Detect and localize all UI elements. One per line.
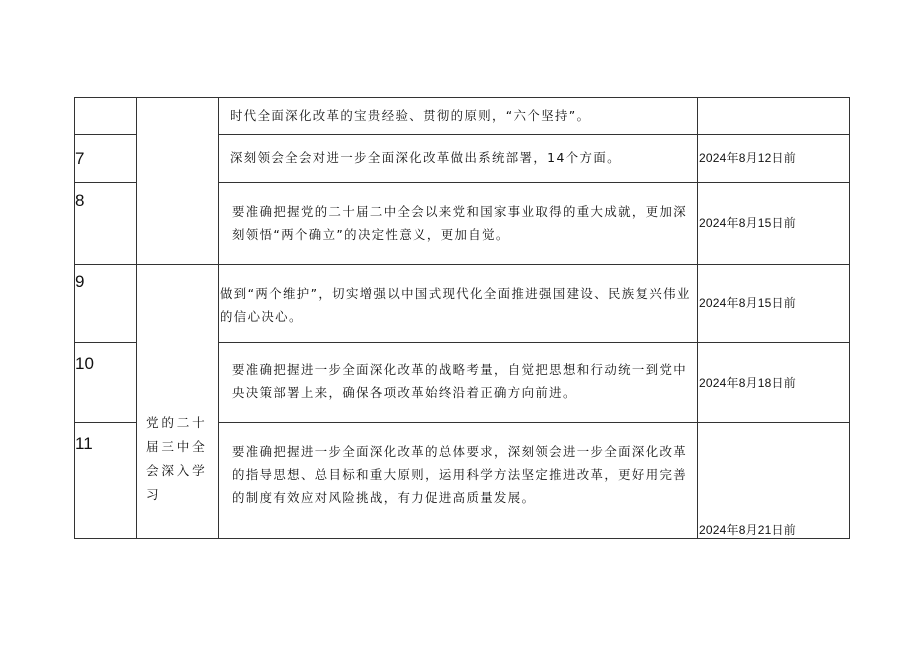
row-border <box>74 264 850 265</box>
row-border <box>74 422 136 423</box>
deadline-cell: 2024年8月15日前 <box>699 216 796 230</box>
row-number: 11 <box>75 434 93 453</box>
row-border <box>74 97 850 98</box>
row-border <box>74 342 136 343</box>
row-border <box>218 182 850 183</box>
row-border <box>218 134 850 135</box>
column-border <box>218 97 219 539</box>
row-border <box>74 134 136 135</box>
deadline-cell: 2024年8月21日前 <box>699 523 796 537</box>
row-number: 9 <box>75 272 85 291</box>
row-border <box>218 342 850 343</box>
row-number: 10 <box>75 354 94 373</box>
row-border <box>218 422 850 423</box>
content-cell: 要准确把握进一步全面深化改革的战略考量，自觉把思想和行动统一到党中央决策部署上来，确保各项改革始终沿着正确方向前进。 <box>232 362 688 400</box>
content-cell: 时代全面深化改革的宝贵经验、贯彻的原则，“六个坚持”。 <box>230 108 591 123</box>
deadline-cell: 2024年8月12日前 <box>699 151 796 165</box>
category-cell: 党的二十届三中全会深入学习 <box>146 415 208 502</box>
deadline-cell: 2024年8月15日前 <box>699 296 796 310</box>
content-cell: 要准确把握进一步全面深化改革的总体要求，深刻领会进一步全面深化改革的指导思想、总目标和重大原则，运用科学方法坚定推进改革，更好用完善的制度有效应对风险挑战，有力促进高质量发展。 <box>232 444 688 505</box>
content-cell: 要准确把握党的二十届二中全会以来党和国家事业取得的重大成就，更加深刻领悟“两个确立”的决定性意义，更加自觉。 <box>232 204 688 242</box>
content-cell: 做到“两个维护”，切实增强以中国式现代化全面推进强国建设、民族复兴伟业的信心决心。 <box>220 286 691 324</box>
row-number: 7 <box>75 149 85 168</box>
column-border <box>136 97 137 539</box>
row-number: 8 <box>75 191 85 210</box>
column-border <box>849 97 850 539</box>
content-cell: 深刻领会全会对进一步全面深化改革做出系统部署，14个方面。 <box>230 150 621 165</box>
row-border <box>74 182 136 183</box>
row-border <box>74 538 850 539</box>
deadline-cell: 2024年8月18日前 <box>699 376 796 390</box>
